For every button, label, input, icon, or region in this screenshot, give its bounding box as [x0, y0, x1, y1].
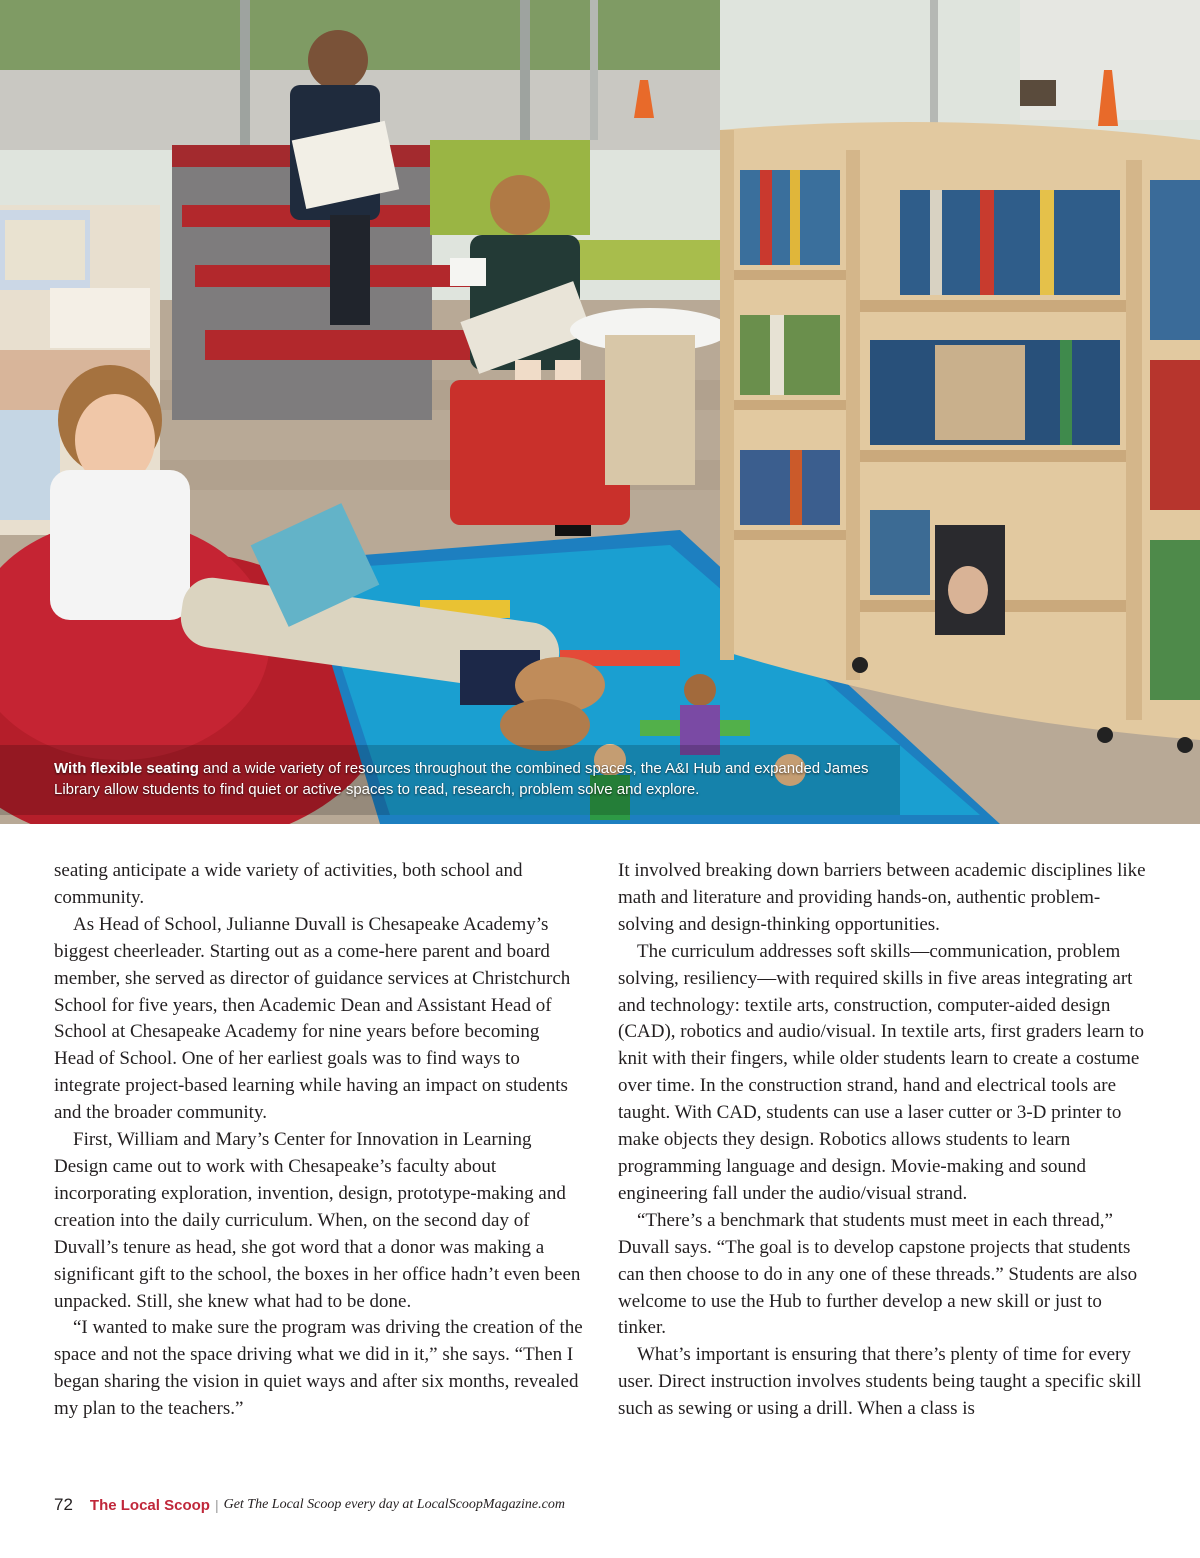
page-number: 72	[54, 1495, 73, 1514]
article-column-right	[618, 858, 1148, 1423]
paragraph: The curriculum addresses soft skills—communication, problem solving, resiliency—with required skills in five areas integrating art and technology: textile arts, construction, computer-aided design (CAD), robotics and audio/visual. In textile arts, first graders learn to knit with their fingers, while older students learn to create a costume over time. In the construction strand, hand and electrical tools are taught. With CAD, students can use a laser cutter or 3-D printer to make objects they design. Robotics allows students to learn programming language and design. Movie-making and sound engineering fall under the audio/visual strand.	[618, 940, 1145, 1204]
footer-tagline: Get The Local Scoop every day at LocalScoopMagazine.com	[223, 1497, 565, 1512]
article-column-left	[54, 858, 584, 1423]
paragraph: It involved breaking down barriers between academic disciplines like math and literature and providing hands-on, authentic problem-solving and design-thinking opportunities.	[618, 860, 1146, 935]
paragraph: What’s important is ensuring that there’s plenty of time for every user. Direct instruction involves students being taught a specific skill such as sewing or using a drill. When a class is	[618, 1344, 1142, 1420]
paragraph: “There’s a benchmark that students must meet in each thread,” Duvall says. “The goal is to develop capstone projects that students can then choose to do in any one of these threads.” Students are also welcome to use the Hub to further develop a new skill or just to tinker.	[618, 1209, 1138, 1339]
magazine-brand: The Local Scoop	[89, 1496, 210, 1514]
footer-separator: |	[214, 1497, 219, 1513]
paragraph: “I wanted to make sure the program was driving the creation of the space and not the space driving what we did in it,” she says. “Then I began sharing the vision in quiet ways and after six months, revealed my plan to the teachers.”	[54, 1317, 583, 1420]
paragraph: As Head of School, Julianne Duvall is Chesapeake Academy’s biggest cheerleader. Starting out as a come-here parent and board member, she served as director of guidance services at Christchurch School for five years, then Academic Dean and Assistant Head of School at Chesapeake Academy for nine years before becoming Head of School. One of her earliest goals was to find ways to integrate project-based learning while having an impact on students and the broader community.	[54, 913, 571, 1124]
page-footer	[54, 1493, 565, 1517]
caption-lead: With flexible seating	[54, 760, 199, 777]
paragraph: seating anticipate a wide variety of activities, both school and community.	[54, 860, 523, 908]
paragraph: First, William and Mary’s Center for Innovation in Learning Design came out to work with Chesapeake’s faculty about incorporating exploration, invention, design, prototype-making and creation into the daily curriculum. When, on the second day of Duvall’s tenure as head, she got word that a donor was making a significant gift to the school, the boxes in her office hadn’t even been unpacked. Still, she knew what had to be done.	[54, 1129, 581, 1312]
caption-text: and a wide variety of resources throughout the combined spaces, the A&I Hub and expanded James Library allow students to find quiet or active spaces to read, research, problem solve and explore.	[54, 760, 869, 798]
photo-caption	[54, 758, 874, 800]
